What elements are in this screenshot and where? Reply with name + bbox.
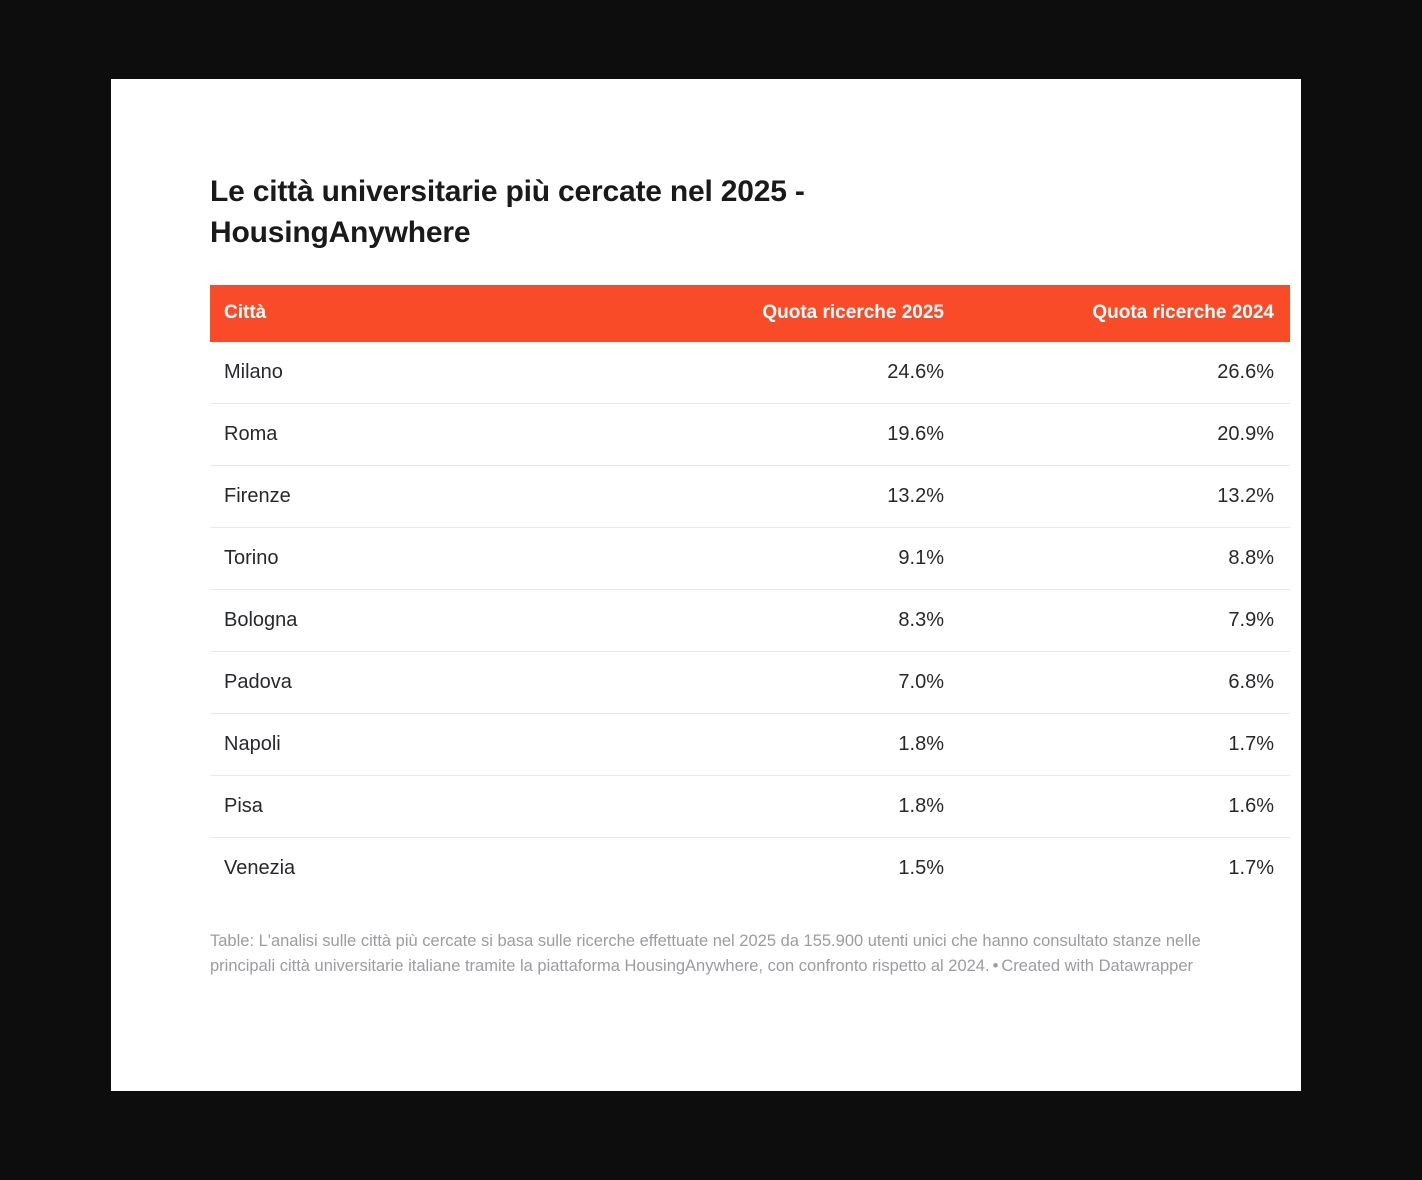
cell-share-2025: 1.8% xyxy=(628,714,958,776)
table-header xyxy=(210,285,1290,342)
footnote-text: Table: L'analisi sulle città più cercate si basa sulle ricerche effettuate nel 2025 da 155.900 utenti unici che hanno consultato stanze nelle principali città universitarie italiane tramite la piattaforma HousingAnywhere, con confronto rispetto al 2024. xyxy=(210,932,1201,975)
column-header-share-2024: Quota ricerche 2024 xyxy=(958,285,1290,342)
cell-share-2024: 20.9% xyxy=(958,404,1290,466)
table-row xyxy=(210,590,1290,652)
cell-share-2025: 8.3% xyxy=(628,590,958,652)
cell-share-2025: 1.8% xyxy=(628,776,958,838)
chart-footnote xyxy=(210,929,1204,979)
cell-share-2024: 8.8% xyxy=(958,528,1290,590)
cell-share-2025: 19.6% xyxy=(628,404,958,466)
table-row xyxy=(210,404,1290,466)
cell-city: Padova xyxy=(210,652,628,714)
table-row xyxy=(210,776,1290,838)
footnote-separator: • xyxy=(992,956,999,975)
cell-city: Napoli xyxy=(210,714,628,776)
chart-card xyxy=(111,79,1301,1091)
cell-share-2025: 7.0% xyxy=(628,652,958,714)
cell-city: Bologna xyxy=(210,590,628,652)
cell-share-2025: 24.6% xyxy=(628,342,958,404)
cell-share-2024: 6.8% xyxy=(958,652,1290,714)
cell-city: Milano xyxy=(210,342,628,404)
table-header-row xyxy=(210,285,1290,342)
column-header-city: Città xyxy=(210,285,628,342)
table-row xyxy=(210,838,1290,900)
table-row xyxy=(210,652,1290,714)
cell-share-2024: 1.7% xyxy=(1228,857,1274,879)
data-table xyxy=(210,285,1290,899)
table-row xyxy=(210,466,1290,528)
cell-city: Torino xyxy=(210,528,628,590)
cell-share-2025: 1.5% xyxy=(898,857,944,879)
cell-share-2024: 1.7% xyxy=(958,714,1290,776)
cell-city: Roma xyxy=(210,404,628,466)
table-body xyxy=(210,342,1290,899)
cell-share-2025: 13.2% xyxy=(628,466,958,528)
cell-share-2025: 9.1% xyxy=(628,528,958,590)
cell-share-2024: 1.6% xyxy=(958,776,1290,838)
table-row xyxy=(210,528,1290,590)
chart-container xyxy=(210,172,1274,979)
cell-city: Pisa xyxy=(210,776,628,838)
page-title: Le città universitarie più cercate nel 2025 - HousingAnywhere xyxy=(210,175,805,249)
footnote-credit: Created with Datawrapper xyxy=(1001,956,1194,975)
cell-share-2024: 7.9% xyxy=(958,590,1290,652)
column-header-share-2025: Quota ricerche 2025 xyxy=(628,285,958,342)
cell-city: Firenze xyxy=(210,466,628,528)
table-row xyxy=(210,342,1290,404)
cell-share-2024: 26.6% xyxy=(958,342,1290,404)
cell-share-2024: 13.2% xyxy=(958,466,1290,528)
table-row xyxy=(210,714,1290,776)
cell-city: Venezia xyxy=(224,857,296,879)
